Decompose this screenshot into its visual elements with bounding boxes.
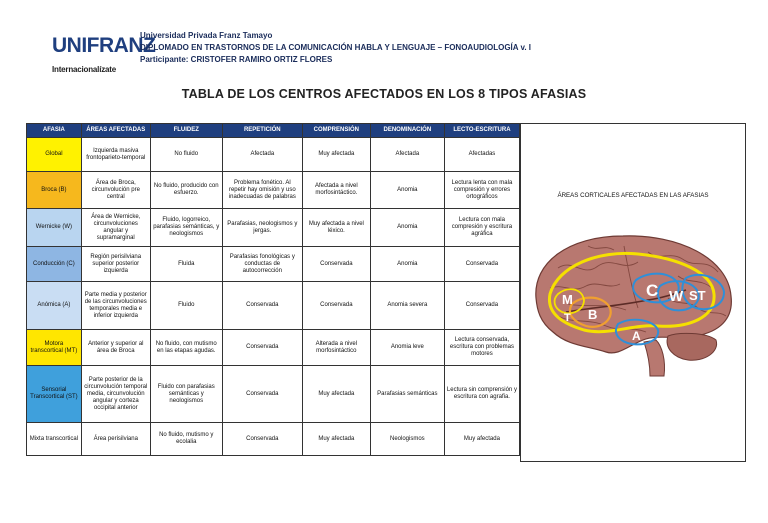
cell-area: Anterior y superior al área de Broca bbox=[81, 330, 150, 366]
table-row bbox=[27, 138, 520, 172]
brain-panel bbox=[520, 123, 746, 462]
cell-fluency: Fluido, logorreico, parafasias semánticas, y neologismos bbox=[150, 209, 222, 247]
aphasia-name: Wernicke (W) bbox=[27, 209, 82, 247]
participant-name: Participante: CRISTOFER RAMIRO ORTIZ FLORES bbox=[140, 55, 333, 64]
table-row bbox=[27, 330, 520, 366]
aphasia-name: Global bbox=[27, 138, 82, 172]
cell-reading-writing: Lectura lenta con mala compresión y errores ortográficos bbox=[444, 172, 519, 209]
table-row bbox=[27, 209, 520, 247]
aphasia-name: Mixta transcortical bbox=[27, 423, 82, 456]
cell-repetition: Conservada bbox=[222, 282, 302, 330]
document-title: TABLA DE LOS CENTROS AFECTADOS EN LOS 8 TIPOS AFASIAS bbox=[181, 87, 587, 101]
cell-area: Parte posterior de la circunvolución temporal media, circunvolución angular y corteza occipital anterior bbox=[81, 366, 150, 423]
brain-illustration bbox=[528, 228, 738, 378]
cell-comprehension: Conservada bbox=[302, 282, 370, 330]
cell-reading-writing: Afectadas bbox=[444, 138, 519, 172]
program-name: DIPLOMADO EN TRASTORNOS DE LA COMUNICACIÓN HABLA Y LENGUAJE – FONOAUDIOLOGÍA v. I bbox=[140, 43, 531, 52]
cell-naming: Anomia bbox=[370, 172, 444, 209]
table-row bbox=[27, 423, 520, 456]
cell-comprehension: Muy afectada a nivel léxico. bbox=[302, 209, 370, 247]
cell-fluency: Fluida bbox=[150, 247, 222, 282]
table-row bbox=[27, 366, 520, 423]
header-lectoescritura: LECTO-ESCRITURA bbox=[444, 124, 519, 138]
cell-comprehension: Muy afectada bbox=[302, 138, 370, 172]
cell-area: Área de Wernicke, circunvoluciones angular y supramarginal bbox=[81, 209, 150, 247]
cell-naming: Anomia bbox=[370, 209, 444, 247]
cell-area: Izquierda masiva frontoparieto-temporal bbox=[81, 138, 150, 172]
cell-naming: Anomia severa bbox=[370, 282, 444, 330]
cerebellum bbox=[667, 333, 717, 360]
cell-fluency: Fluido bbox=[150, 282, 222, 330]
aphasia-name: Anómica (A) bbox=[27, 282, 82, 330]
aphasia-table bbox=[26, 123, 520, 456]
cell-repetition: Afectada bbox=[222, 138, 302, 172]
label-b: B bbox=[588, 307, 598, 322]
table-row bbox=[27, 282, 520, 330]
cell-comprehension: Muy afectada bbox=[302, 423, 370, 456]
header-denominacion: DENOMINACIÓN bbox=[370, 124, 444, 138]
cell-repetition: Parafasias fonológicas y conductas de autocorrección bbox=[222, 247, 302, 282]
cell-naming: Afectada bbox=[370, 138, 444, 172]
aphasia-name: Broca (B) bbox=[27, 172, 82, 209]
cell-area: Área perisilviana bbox=[81, 423, 150, 456]
brainstem bbox=[644, 340, 665, 376]
cell-comprehension: Alterada a nivel morfosintáctico bbox=[302, 330, 370, 366]
cell-naming: Anomia leve bbox=[370, 330, 444, 366]
cell-fluency: Fluido con parafasias semánticas y neologismos bbox=[150, 366, 222, 423]
aphasia-name: Sensorial Transcortical (ST) bbox=[27, 366, 82, 423]
unifranz-logo bbox=[52, 34, 156, 74]
cell-fluency: No fluido, mutismo y ecolalia bbox=[150, 423, 222, 456]
cell-area: Área de Broca, circunvolución pre central bbox=[81, 172, 150, 209]
aphasia-name: Conducción (C) bbox=[27, 247, 82, 282]
cell-reading-writing: Muy afectada bbox=[444, 423, 519, 456]
cell-reading-writing: Conservada bbox=[444, 247, 519, 282]
label-st: ST bbox=[689, 288, 706, 303]
label-m: M bbox=[562, 292, 573, 307]
cell-reading-writing: Lectura conservada, escritura con problemas motores bbox=[444, 330, 519, 366]
table-row bbox=[27, 172, 520, 209]
header-afasia: AFASIA bbox=[27, 124, 82, 138]
cell-repetition: Parafasias, neologismos y jergas. bbox=[222, 209, 302, 247]
cell-naming: Neologismos bbox=[370, 423, 444, 456]
header-comprension: COMPRENSIÓN bbox=[302, 124, 370, 138]
cell-repetition: Conservada bbox=[222, 423, 302, 456]
cell-reading-writing: Conservada bbox=[444, 282, 519, 330]
cell-area: Parte media y posterior de las circunvoluciones temporales media e inferior izquierda bbox=[81, 282, 150, 330]
cell-reading-writing: Lectura sin comprensión y escritura con agrafia. bbox=[444, 366, 519, 423]
document-header bbox=[140, 30, 531, 66]
label-c: C bbox=[646, 281, 659, 300]
cell-fluency: No fluido, con mutismo en las etapas agudas. bbox=[150, 330, 222, 366]
table-header-row bbox=[27, 124, 520, 138]
cell-area: Región perisilviana superior posterior izquierda bbox=[81, 247, 150, 282]
logo-wordmark: UNIFRANZ bbox=[52, 34, 156, 57]
label-t: T bbox=[564, 312, 571, 324]
header-repeticion: REPETICIÓN bbox=[222, 124, 302, 138]
cell-reading-writing: Lectura con mala compresión y escritura agráfica bbox=[444, 209, 519, 247]
cell-naming: Anomia bbox=[370, 247, 444, 282]
cell-naming: Parafasias semánticas bbox=[370, 366, 444, 423]
label-a: A bbox=[632, 329, 641, 343]
cell-repetition: Conservada bbox=[222, 366, 302, 423]
logo-tagline: Internacionalízate bbox=[52, 65, 116, 74]
aphasia-name: Motora transcortical (MT) bbox=[27, 330, 82, 366]
table-row bbox=[27, 247, 520, 282]
cell-comprehension: Conservada bbox=[302, 247, 370, 282]
label-w: W bbox=[669, 288, 684, 305]
university-name: Universidad Privada Franz Tamayo bbox=[140, 31, 273, 40]
cell-comprehension: Afectada a nivel morfosintáctico. bbox=[302, 172, 370, 209]
brain-panel-title: ÁREAS CORTICALES AFECTADAS EN LAS AFASIAS bbox=[557, 192, 709, 199]
cell-comprehension: Muy afectada bbox=[302, 366, 370, 423]
header-fluidez: FLUIDEZ bbox=[150, 124, 222, 138]
cell-fluency: No fluido bbox=[150, 138, 222, 172]
header-areas: ÁREAS AFECTADAS bbox=[81, 124, 150, 138]
cell-repetition: Problema fonético. Al repetir hay omisión y uso inadecuadas de palabras bbox=[222, 172, 302, 209]
cell-repetition: Conservada bbox=[222, 330, 302, 366]
cell-fluency: No fluido, producido con esfuerzo. bbox=[150, 172, 222, 209]
